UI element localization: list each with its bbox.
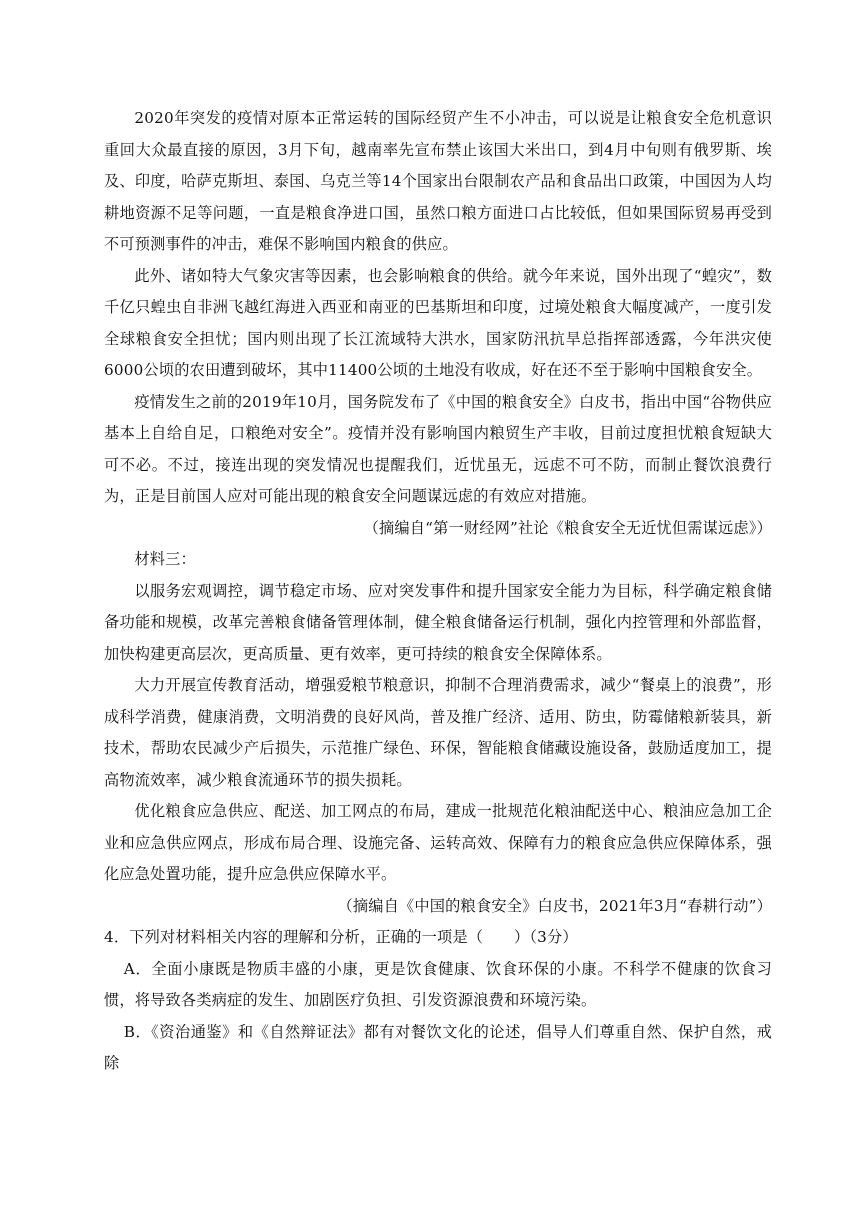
material3-paragraph-2: 大力开展宣传教育活动，增强爱粮节粮意识，抑制不合理消费需求，减少“餐桌上的浪费”，形成科学消费，健康消费，文明消费的良好风尚，普及推广经济、适用、防虫，防霉储粮新装具，新技术，帮助农民减少产后损失，示范推广绿色、环保，智能粮食储藏设施设备，鼓励适度加工，提高物流效率，减少粮食流通环节的损失损耗。 <box>104 676 772 789</box>
question-4-stem: 4．下列对材料相关内容的理解和分析，正确的一项是（ ）（3分） <box>104 928 578 946</box>
material2-paragraph-2: 此外、诸如特大气象灾害等因素，也会影响粮食的供给。就今年来说，国外出现了“蝗灾”，数千亿只蝗虫自非洲飞越红海进入西亚和南亚的巴基斯坦和印度，过境处粮食大幅度减产，一度引发全球粮食安全担忧；国内则出现了长江流域特大洪水，国家防汛抗旱总指挥部透露，今年洪灾使6000公顷的农田遭到破坏，其中11400公顷的土地没有收成，好在还不至于影响中国粮食安全。 <box>104 266 772 379</box>
material3-source-citation: （摘编自《中国的粮食安全》白皮书，2021年3月“春耕行动”） <box>337 896 772 915</box>
question-4-option-a: A．全面小康既是物质丰盛的小康，更是饮食健康、饮食环保的小康。不科学不健康的饮食习惯，将导致各类病症的发生、加剧医疗负担、引发资源浪费和环境污染。 <box>104 959 772 1009</box>
material3-paragraph-3: 优化粮食应急供应、配送、加工网点的布局，建成一批规范化粮油配送中心、粮油应急加工企业和应急供应网点，形成布局合理、设施完备、运转高效、保障有力的粮食应急供应保障体系，强化应急处置功能，提升应急供应保障水平。 <box>104 802 772 883</box>
material2-paragraph-3: 疫情发生之前的2019年10月，国务院发布了《中国的粮食安全》白皮书，指出中国“谷物供应基本上自给自足，口粮绝对安全”。疫情并没有影响国内粮贸生产丰收，目前过度担忧粮食短缺大可不必。不过，接连出现的突发情况也提醒我们，近忧虽无，远虑不可不防，而制止餐饮浪费行为，正是目前国人应对可能出现的粮食安全问题谋远虑的有效应对措施。 <box>104 392 772 505</box>
material3-heading: 材料三： <box>134 550 196 568</box>
material2-source-citation: （摘编自“第一财经网”社论《粮食安全无近忧但需谋远虑》） <box>363 518 772 537</box>
material3-paragraph-1: 以服务宏观调控，调节稳定市场、应对突发事件和提升国家安全能力为目标，科学确定粮食储备功能和规模，改革完善粮食储备管理体制，健全粮食储备运行机制，强化内控管理和外部监督，加快构建更高层次，更高质量、更有效率，更可持续的粮食安全保障体系。 <box>104 581 772 663</box>
material2-paragraph-1: 2020年突发的疫情对原本正常运转的国际经贸产生不小冲击，可以说是让粮食安全危机意识重回大众最直接的原因，3月下旬，越南率先宣布禁止该国大米出口，到4月中旬则有俄罗斯、埃及、印度，哈萨克斯坦、泰国、乌克兰等14个国家出台限制农产品和食品出口政策，中国因为人均耕地资源不足等问题，一直是粮食净进口国，虽然口粮方面进口占比较低，但如果国际贸易再受到不可预测事件的冲击，难保不影响国内粮食的供应。 <box>104 109 772 253</box>
question-4-option-b: B．《资治通鉴》和《自然辩证法》都有对餐饮文化的论述，倡导人们尊重自然、保护自然，戒除 <box>104 1022 772 1072</box>
document-page <box>104 103 772 1080</box>
